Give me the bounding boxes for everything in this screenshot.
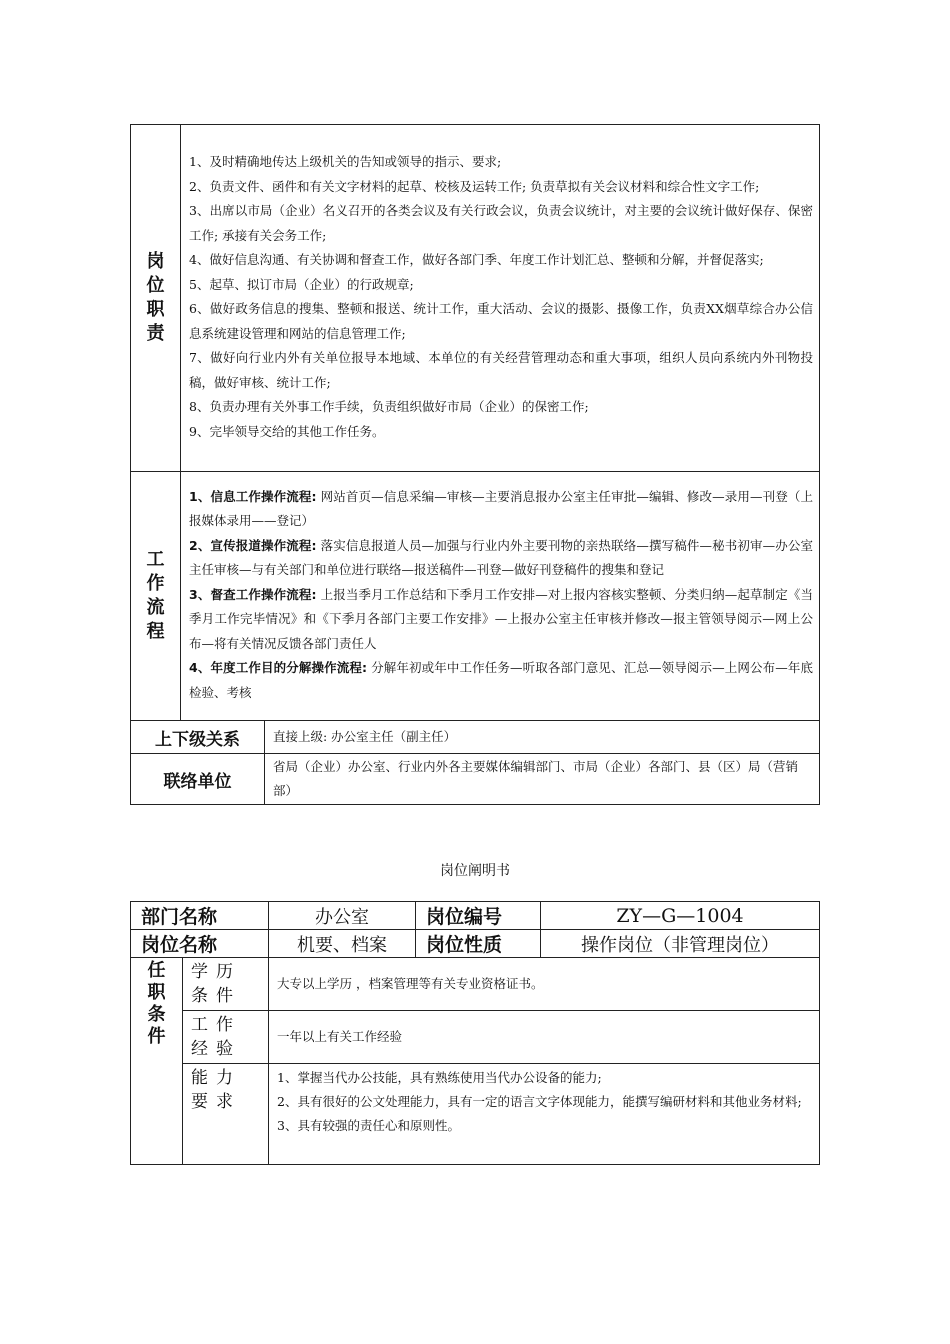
experience-row (131, 1011, 820, 1064)
nature-label: 岗位性质 (416, 930, 541, 958)
duty-item: 2、负责文件、函件和有关文字材料的起草、校核及运转工作; 负责草拟有关会议材料和综合性文字工作; (189, 178, 760, 194)
education-row (131, 958, 820, 1011)
ability-row (131, 1064, 820, 1165)
contact-value: 省局（企业）办公室、行业内外各主要媒体编辑部门、市局（企业）各部门、县（区）局（营销部） (265, 754, 820, 805)
document-title: 岗位阐明书 (440, 863, 510, 879)
dept-value: 办公室 (269, 902, 416, 930)
ability-item: 1、掌握当代办公技能，具有熟练使用当代办公设备的能力; (277, 1070, 602, 1085)
duty-item: 3、出席以市局（企业）名义召开的各类会议及有关行政会议，负责会议统计，对主要的会议统计做好保存、保密工作; 承接有关会务工作; (189, 203, 813, 243)
workflow-item: 1、信息工作操作流程: 网站首页—信息采编—审核—主要消息报办公室主任审批—编辑、修改—录用—刊登（上报媒体录用——登记） (189, 488, 813, 529)
workflow-row (131, 472, 820, 721)
ability-item: 3、具有较强的责任心和原则性。 (277, 1118, 460, 1133)
duty-item: 7、做好向行业内外有关单位报导本地域、本单位的有关经营管理动态和重大事项，组织人员向系统内外刊物投稿，做好审核、统计工作; (189, 350, 813, 390)
code-value: ZY—G—1004 (541, 902, 820, 930)
header-row-1 (131, 902, 820, 930)
experience-value: 一年以上有关工作经验 (269, 1011, 820, 1064)
post-label: 岗位名称 (131, 930, 269, 958)
contact-row (131, 754, 820, 805)
code-label: 岗位编号 (416, 902, 541, 930)
relation-label: 上下级关系 (131, 721, 265, 754)
relation-row (131, 721, 820, 754)
workflow-item: 4、年度工作目的分解操作流程: 分解年初或年中工作任务—听取各部门意见、汇总—领导阅示—上网公布—年底检验、考核 (189, 660, 813, 700)
experience-label: 工作经验 (183, 1011, 269, 1064)
contact-label: 联络单位 (131, 754, 265, 805)
duty-item: 4、做好信息沟通、有关协调和督查工作，做好各部门季、年度工作计划汇总、整顿和分解，并督促落实; (189, 252, 764, 267)
duties-list (181, 125, 820, 472)
duty-item: 5、起草、拟订市局（企业）的行政规章; (189, 276, 414, 292)
duty-item: 8、负责办理有关外事工作手续，负责组织做好市局（企业）的保密工作; (189, 399, 589, 414)
duty-item: 9、完毕领导交给的其他工作任务。 (189, 423, 385, 439)
qualifications-heading: 任 职 条 件 (131, 958, 183, 1165)
workflow-item: 2、宣传报道操作流程: 落实信息报道人员—加强与行业内外主要刊物的亲热联络—撰写稿件—秘书初审—办公室主任审核—与有关部门和单位进行联络—报送稿件—刊登—做好刊登稿件的搜集和登记 (189, 537, 813, 578)
workflow-item: 3、督查工作操作流程: 上报当季月工作总结和下季月工作安排—对上报内容核实整顿、分类归纳—起草制定《当季月工作完毕情况》和《下季月各部门主要工作安排》—上报办公室主任审核并修改—报主管领导阅示—网上公布—将有关情况反馈各部门责任人 (189, 586, 813, 651)
ability-label: 能力要求 (183, 1064, 269, 1165)
duties-heading: 岗 位 职 责 (131, 125, 181, 472)
header-row-2 (131, 930, 820, 958)
nature-value: 操作岗位（非管理岗位） (541, 930, 820, 958)
workflow-heading: 工 作 流 程 (131, 472, 181, 721)
workflow-list (181, 472, 820, 721)
education-value: 大专以上学历 ，档案管理等有关专业资格证书。 (269, 958, 820, 1011)
ability-list (269, 1064, 820, 1165)
education-label: 学历条件 (183, 958, 269, 1011)
post-value: 机要、档案 (269, 930, 416, 958)
relation-value: 直接上级: 办公室主任（副主任） (265, 721, 820, 754)
duty-item: 1、及时精确地传达上级机关的告知或领导的指示、要求; (189, 154, 502, 169)
duty-item: 6、做好政务信息的搜集、整顿和报送、统计工作，重大活动、会议的摄影、摄像工作，负责XX烟草综合办公信息系统建设管理和网站的信息管理工作; (189, 301, 813, 341)
ability-item: 2、具有很好的公文处理能力，具有一定的语言文字体现能力，能撰写编研材料和其他业务材料; (277, 1094, 802, 1109)
dept-label: 部门名称 (131, 902, 269, 930)
job-description-table (130, 901, 820, 1165)
duties-table (130, 124, 820, 805)
duties-row (131, 125, 820, 472)
